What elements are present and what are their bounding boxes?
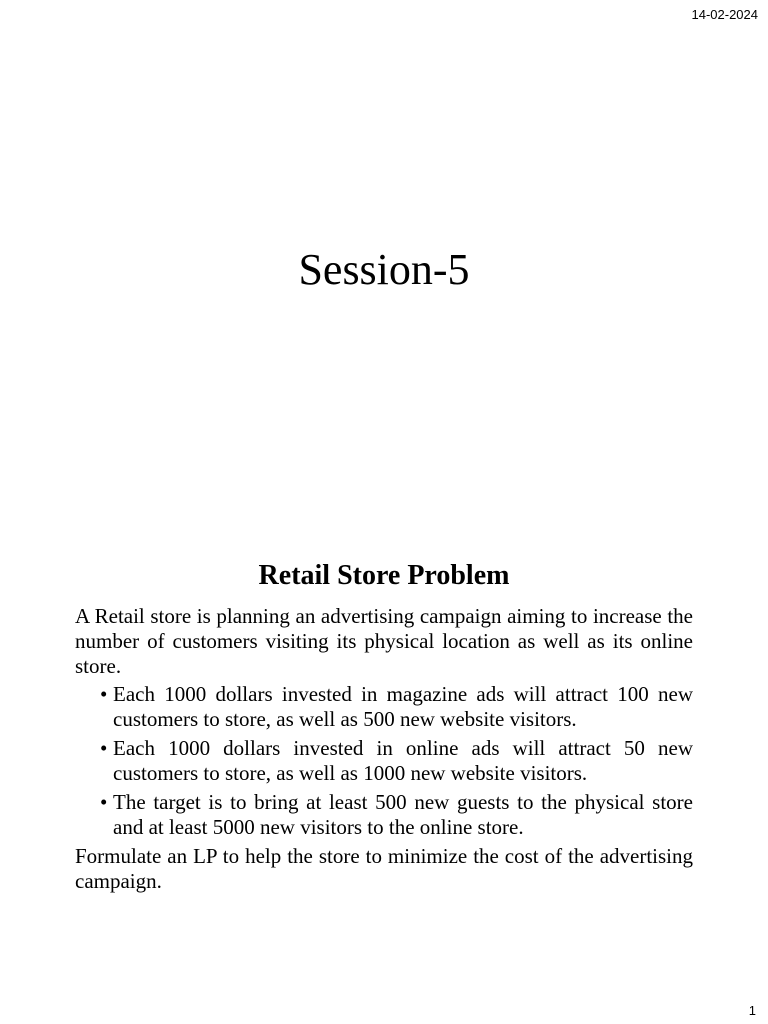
bullet-icon: • (100, 682, 108, 706)
bullet-text: Each 1000 dollars invested in magazine ads will attract 100 new customers to store, as well as 500 new website visitors. (113, 682, 693, 731)
intro-paragraph: A Retail store is planning an advertising campaign aiming to increase the number of customers visiting its physical location as well as its online store. (75, 604, 693, 678)
bullet-item (75, 736, 693, 786)
header-date: 14-02-2024 (691, 7, 758, 22)
bullet-icon: • (100, 790, 108, 814)
bullet-list (75, 682, 693, 840)
bullet-icon: • (100, 736, 108, 760)
bullet-text: Each 1000 dollars invested in online ads will attract 50 new customers to store, as well as 1000 new website visitors. (113, 736, 693, 785)
slide-two-body (75, 604, 693, 894)
closing-paragraph: Formulate an LP to help the store to minimize the cost of the advertising campaign. (75, 844, 693, 893)
slide-one-title: Session-5 (298, 245, 470, 294)
bullet-item (75, 682, 693, 732)
bullet-text: The target is to bring at least 500 new guests to the physical store and at least 5000 new visitors to the online store. (113, 790, 693, 839)
page-number: 1 (748, 1003, 756, 1018)
bullet-item (75, 790, 693, 840)
slide-two-title: Retail Store Problem (258, 560, 510, 591)
